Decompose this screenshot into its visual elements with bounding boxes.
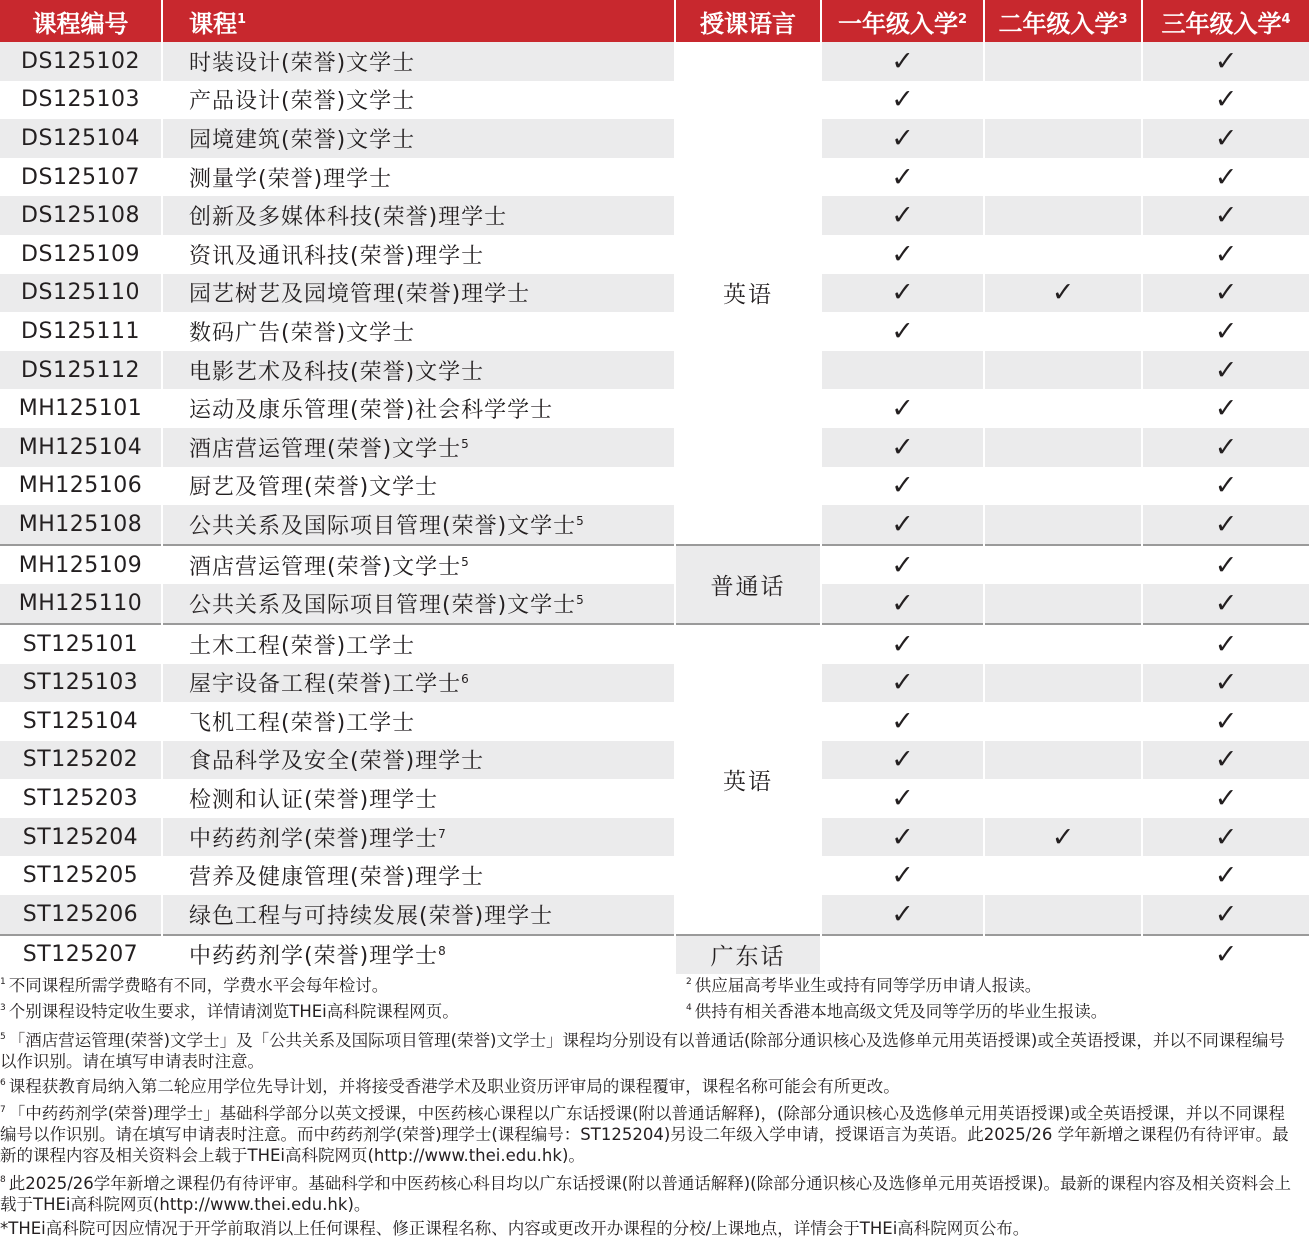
entry-y1-check-icon: ✓ [821, 467, 984, 506]
entry-y1-check-icon: ✓ [821, 158, 984, 197]
course-name [162, 505, 675, 545]
entry-y3-check-icon: ✓ [1142, 779, 1309, 818]
course-code: ST125103 [0, 664, 162, 703]
table-row [0, 196, 1309, 235]
course-name-text: 公共关系及国际项目管理(荣誉)文学士 [189, 593, 577, 619]
course-code: DS125112 [0, 351, 162, 390]
table-row [0, 545, 1309, 585]
entry-y2-check-icon [984, 664, 1142, 703]
entry-y3-check-icon: ✓ [1142, 389, 1309, 428]
entry-y1-check-icon: ✓ [821, 81, 984, 120]
entry-y3-check-icon: ✓ [1142, 351, 1309, 390]
entry-y1-check-icon: ✓ [821, 702, 984, 741]
table-row [0, 741, 1309, 780]
entry-y3-check-icon: ✓ [1142, 235, 1309, 274]
entry-y2-check-icon: ✓ [984, 274, 1142, 313]
footnote-star: *THEi高科院可因应情况于开学前取消以上任何课程、修正课程名称、内容或更改开办课程的分校/上课地点，详情会于THEi高科院网页公布。 [0, 1219, 1030, 1238]
course-code: DS125110 [0, 274, 162, 313]
footnote-6: $^6$ 课程获教育局纳入第二轮应用学位先导计划，并将接受香港学术及职业资历评审局的课程覆审，课程名称可能会有所更改。 [0, 1077, 900, 1096]
table-row [0, 818, 1309, 857]
course-name-text: 营养及健康管理(荣誉)理学士 [189, 865, 485, 891]
course-name-text: 绿色工程与可持续发展(荣誉)理学士 [189, 903, 554, 929]
entry-y2-check-icon [984, 584, 1142, 624]
course-name [162, 624, 675, 664]
entry-y1-check-icon: ✓ [821, 818, 984, 857]
course-name-text: 酒店营运管理(荣誉)文学士 [189, 554, 462, 580]
entry-y2-check-icon [984, 428, 1142, 467]
entry-y2-check-icon [984, 81, 1142, 120]
course-name [162, 351, 675, 390]
course-code: ST125206 [0, 895, 162, 935]
table-row [0, 702, 1309, 741]
course-name-text: 资讯及通讯科技(荣誉)理学士 [189, 243, 485, 269]
teaching-language: 英语 [675, 624, 821, 935]
course-name-text: 运动及康乐管理(荣誉)社会科学学士 [189, 398, 554, 424]
entry-y2-check-icon [984, 624, 1142, 664]
footnote-5: $^5$ 「酒店营运管理(荣誉)文学士」及「公共关系及国际项目管理(荣誉)文学士」课程均分别设有以普通话(除部分通识核心及选修单元用英语授课)或全英语授课，并以不同课程编号以作识别。请在填写申请表时注意。 [0, 1031, 1285, 1071]
footnote-8: $^8$ 此2025/26学年新增之课程仍有待评审。基础科学和中医药核心科目均以广东话授课(附以普通话解释)(除部分通识核心及选修单元用英语授课)。最新的课程内容及相关资料会上载于THEi高科院网页(http://www.thei.edu.hk)。 [0, 1174, 1292, 1214]
table-row [0, 467, 1309, 506]
table-row [0, 158, 1309, 197]
course-name [162, 702, 675, 741]
entry-y3-check-icon: ✓ [1142, 81, 1309, 120]
entry-y2-check-icon [984, 158, 1142, 197]
entry-y2-check-icon [984, 856, 1142, 895]
course-name [162, 428, 675, 467]
table-row [0, 624, 1309, 664]
entry-y2-check-icon [984, 741, 1142, 780]
table-row [0, 351, 1309, 390]
footnote-ref: 5 [461, 436, 469, 451]
entry-y3-check-icon: ✓ [1142, 856, 1309, 895]
entry-y3-check-icon: ✓ [1142, 624, 1309, 664]
table-row [0, 428, 1309, 467]
entry-y3-check-icon: ✓ [1142, 428, 1309, 467]
header-year3-entry: 三年级入学$^4$ [1142, 0, 1309, 42]
course-name [162, 895, 675, 935]
entry-y3-check-icon: ✓ [1142, 545, 1309, 585]
course-name-text: 时装设计(荣誉)文学士 [189, 50, 416, 76]
table-row [0, 664, 1309, 703]
course-code: MH125110 [0, 584, 162, 624]
entry-y2-check-icon [984, 779, 1142, 818]
course-name-text: 屋宇设备工程(荣誉)工学士 [189, 672, 462, 698]
course-name [162, 818, 675, 857]
course-name [162, 856, 675, 895]
entry-y3-check-icon: ✓ [1142, 818, 1309, 857]
course-name-text: 创新及多媒体科技(荣誉)理学士 [189, 205, 508, 231]
table-row [0, 895, 1309, 935]
course-code: DS125107 [0, 158, 162, 197]
table-row [0, 935, 1309, 975]
entry-y1-check-icon: ✓ [821, 856, 984, 895]
course-name-text: 电影艺术及科技(荣誉)文学士 [189, 359, 485, 385]
course-code: DS125108 [0, 196, 162, 235]
course-name-text: 公共关系及国际项目管理(荣誉)文学士 [189, 513, 577, 539]
course-name [162, 741, 675, 780]
course-code: ST125101 [0, 624, 162, 664]
course-code: DS125103 [0, 81, 162, 120]
course-code: MH125101 [0, 389, 162, 428]
entry-y3-check-icon: ✓ [1142, 196, 1309, 235]
header-year2-entry: 二年级入学$^3$ [984, 0, 1142, 42]
entry-y2-check-icon [984, 505, 1142, 545]
footnote-ref: 7 [438, 826, 446, 841]
course-name [162, 312, 675, 351]
header-language: 授课语言 [675, 0, 821, 42]
footnote-4: $^4$ 供持有相关香港本地高级文凭及同等学历的毕业生报读。 [686, 1002, 1108, 1021]
course-name [162, 81, 675, 120]
course-name-text: 厨艺及管理(荣誉)文学士 [189, 475, 439, 501]
entry-y1-check-icon [821, 935, 984, 975]
entry-y1-check-icon: ✓ [821, 779, 984, 818]
entry-y2-check-icon [984, 312, 1142, 351]
footnote-1: $^1$ 不同课程所需学费略有不同，学费水平会每年检讨。 [0, 976, 389, 995]
course-name [162, 545, 675, 585]
header-year1-entry: 一年级入学$^2$ [821, 0, 984, 42]
course-name-text: 酒店营运管理(荣誉)文学士 [189, 436, 462, 462]
table-row [0, 312, 1309, 351]
entry-y3-check-icon: ✓ [1142, 584, 1309, 624]
footnote-2: $^2$ 供应届高考毕业生或持有同等学历申请人报读。 [686, 976, 1042, 995]
entry-y3-check-icon: ✓ [1142, 158, 1309, 197]
entry-y2-check-icon [984, 351, 1142, 390]
entry-y1-check-icon: ✓ [821, 119, 984, 158]
course-name-text: 测量学(荣誉)理学士 [189, 166, 393, 192]
course-name [162, 779, 675, 818]
course-code: ST125204 [0, 818, 162, 857]
course-code: ST125202 [0, 741, 162, 780]
entry-y1-check-icon: ✓ [821, 42, 984, 81]
course-name [162, 196, 675, 235]
course-name [162, 235, 675, 274]
entry-y3-check-icon: ✓ [1142, 895, 1309, 935]
header-course-name: 课程$^1$ [162, 0, 675, 42]
course-name [162, 467, 675, 506]
entry-y3-check-icon: ✓ [1142, 42, 1309, 81]
entry-y3-check-icon: ✓ [1142, 505, 1309, 545]
footnote-ref: 6 [461, 672, 469, 687]
footnote-ref: 8 [438, 944, 446, 959]
course-name [162, 274, 675, 313]
table-row [0, 505, 1309, 545]
entry-y2-check-icon [984, 42, 1142, 81]
entry-y1-check-icon: ✓ [821, 505, 984, 545]
footnote-ref: 5 [576, 593, 584, 608]
entry-y2-check-icon [984, 545, 1142, 585]
entry-y2-check-icon [984, 235, 1142, 274]
entry-y3-check-icon: ✓ [1142, 119, 1309, 158]
course-name-text: 食品科学及安全(荣誉)理学士 [189, 749, 485, 775]
course-name [162, 389, 675, 428]
entry-y1-check-icon: ✓ [821, 235, 984, 274]
table-row [0, 235, 1309, 274]
entry-y3-check-icon: ✓ [1142, 312, 1309, 351]
entry-y3-check-icon: ✓ [1142, 741, 1309, 780]
course-name-text: 中药药剂学(荣誉)理学士 [189, 826, 439, 852]
entry-y1-check-icon: ✓ [821, 584, 984, 624]
table-row [0, 119, 1309, 158]
course-name [162, 584, 675, 624]
entry-y1-check-icon [821, 351, 984, 390]
table-row [0, 584, 1309, 624]
course-name-text: 土木工程(荣誉)工学士 [189, 633, 416, 659]
course-name [162, 42, 675, 81]
table-row [0, 42, 1309, 81]
course-code: MH125104 [0, 428, 162, 467]
course-code: ST125104 [0, 702, 162, 741]
course-code: ST125207 [0, 935, 162, 975]
footnote-ref: 5 [461, 554, 469, 569]
entry-y3-check-icon: ✓ [1142, 664, 1309, 703]
entry-y3-check-icon: ✓ [1142, 274, 1309, 313]
entry-y1-check-icon: ✓ [821, 196, 984, 235]
entry-y1-check-icon: ✓ [821, 664, 984, 703]
course-code: DS125104 [0, 119, 162, 158]
course-name-text: 数码广告(荣誉)文学士 [189, 320, 416, 346]
course-code: MH125109 [0, 545, 162, 585]
table-row [0, 856, 1309, 895]
course-name-text: 飞机工程(荣誉)工学士 [189, 710, 416, 736]
entry-y2-check-icon: ✓ [984, 818, 1142, 857]
footnote-ref: 5 [576, 513, 584, 528]
course-code: ST125203 [0, 779, 162, 818]
course-name [162, 158, 675, 197]
entry-y2-check-icon [984, 467, 1142, 506]
course-code: DS125102 [0, 42, 162, 81]
entry-y3-check-icon: ✓ [1142, 935, 1309, 975]
footnote-7: $^7$ 「中药药剂学(荣誉)理学士」基础科学部分以英文授课，中医药核心课程以广东话授课(附以普通话解释)，(除部分通识核心及选修单元用英语授课)或全英语授课，并以不同课程编号以作识别。请在填写申请表时注意。而中药药剂学(荣誉)理学士(课程编号：ST125204)另设二年级入学申请，授课语言为英语。此2025/26 学年新增之课程仍有待评审。最新的课程内容及相关资料会上载于THEi高科院网页(http://www.thei.edu.hk)。 [0, 1104, 1289, 1165]
course-name-text: 园境建筑(荣誉)文学士 [189, 127, 416, 153]
entry-y2-check-icon [984, 702, 1142, 741]
course-name-text: 园艺树艺及园境管理(荣誉)理学士 [189, 282, 531, 308]
entry-y2-check-icon [984, 119, 1142, 158]
footnote-3: $^3$ 个别课程设特定收生要求，详情请浏览THEi高科院课程网页。 [0, 1002, 459, 1021]
course-code: MH125106 [0, 467, 162, 506]
entry-y2-check-icon [984, 895, 1142, 935]
teaching-language: 广东话 [675, 935, 821, 975]
table-row [0, 779, 1309, 818]
entry-y3-check-icon: ✓ [1142, 467, 1309, 506]
entry-y1-check-icon: ✓ [821, 624, 984, 664]
entry-y3-check-icon: ✓ [1142, 702, 1309, 741]
entry-y1-check-icon: ✓ [821, 895, 984, 935]
entry-y1-check-icon: ✓ [821, 389, 984, 428]
entry-y2-check-icon [984, 389, 1142, 428]
teaching-language: 英语 [675, 42, 821, 545]
course-name [162, 664, 675, 703]
course-name [162, 119, 675, 158]
course-name-text: 中药药剂学(荣誉)理学士 [189, 944, 439, 970]
entry-y1-check-icon: ✓ [821, 545, 984, 585]
entry-y1-check-icon: ✓ [821, 274, 984, 313]
course-name [162, 935, 675, 975]
entry-y1-check-icon: ✓ [821, 312, 984, 351]
course-code: ST125205 [0, 856, 162, 895]
course-name-text: 产品设计(荣誉)文学士 [189, 89, 416, 115]
course-code: DS125109 [0, 235, 162, 274]
course-code: DS125111 [0, 312, 162, 351]
header-course-code: 课程编号 [0, 0, 162, 42]
teaching-language: 普通话 [675, 545, 821, 624]
entry-y1-check-icon: ✓ [821, 428, 984, 467]
course-name-text: 检测和认证(荣誉)理学士 [189, 788, 439, 814]
table-row [0, 274, 1309, 313]
table-header-row [0, 0, 1309, 42]
course-code: MH125108 [0, 505, 162, 545]
entry-y2-check-icon [984, 196, 1142, 235]
entry-y2-check-icon [984, 935, 1142, 975]
table-row [0, 81, 1309, 120]
table-row [0, 389, 1309, 428]
entry-y1-check-icon: ✓ [821, 741, 984, 780]
